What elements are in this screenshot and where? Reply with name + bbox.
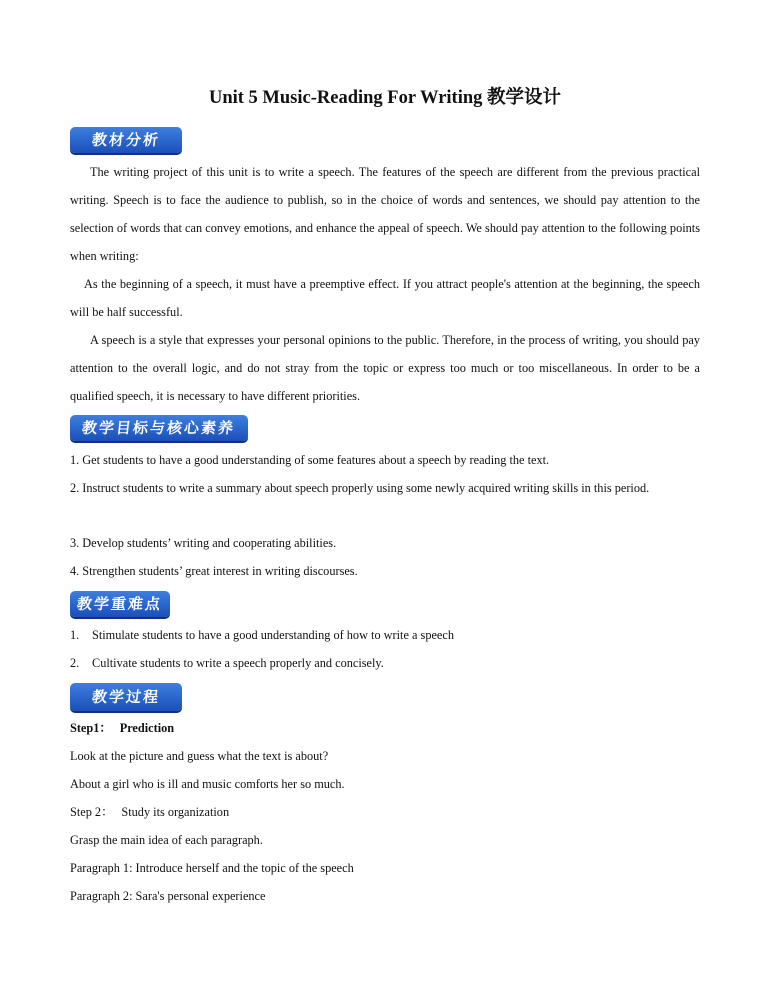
goal-item-4: 4. Strengthen students’ great interest in writing discourses.	[70, 564, 358, 578]
section-badge-key-points	[70, 591, 170, 617]
section-label-key-points: 教学重难点	[76, 595, 164, 613]
goal-item-1: 1. Get students to have a good understanding of some features about a speech by reading the text.	[70, 453, 550, 467]
step2-title: Study its organization	[121, 805, 230, 819]
section-badge-analysis	[70, 127, 182, 153]
step1-label: Step1：	[70, 721, 112, 735]
section-label-analysis: 教材分析	[91, 131, 161, 149]
step2-instruction: Grasp the main idea of each paragraph.	[70, 833, 263, 847]
process-paragraph-2: Paragraph 2: Sara's personal experience	[70, 889, 266, 903]
key-point-item-1	[70, 625, 700, 645]
analysis-paragraph-3: A speech is a style that expresses your personal opinions to the public. Therefore, in the process of writing, you should pay attention to the overall logic, and do not stray from the topic or express too much or too miscellaneous. In order to be a qualified speech, it is necessary to have different priorities.	[70, 333, 700, 403]
step1-heading	[70, 718, 700, 738]
section-badge-goals	[70, 415, 248, 441]
key-point-number-2: 2.	[70, 656, 80, 670]
analysis-paragraph-2: As the beginning of a speech, it must have a preemptive effect. If you attract people's attention at the beginning, the speech will be half successful.	[70, 277, 700, 319]
step1-answer: About a girl who is ill and music comforts her so much.	[70, 777, 345, 791]
document-title: Unit 5 Music-Reading For Writing 教学设计	[208, 88, 562, 108]
key-point-text-1: Stimulate students to have a good understanding of how to write a speech	[92, 628, 454, 642]
analysis-paragraph-1: The writing project of this unit is to write a speech. The features of the speech are different from the previous practical writing. Speech is to face the audience to publish, so in the choice of words and sentences, we should pay attention to the selection of words that can convey emotions, and enhance the appeal of speech. We should pay attention to the following points when writing:	[70, 165, 700, 263]
step2-label: Step 2：	[70, 805, 114, 819]
section-badge-process	[70, 683, 182, 711]
goal-item-3: 3. Develop students’ writing and cooperating abilities.	[70, 536, 337, 550]
key-point-number-1: 1.	[70, 628, 80, 642]
key-point-item-2	[70, 653, 700, 673]
step2-heading	[70, 802, 700, 822]
process-paragraph-1: Paragraph 1: Introduce herself and the topic of the speech	[70, 861, 354, 875]
step1-title: Prediction	[119, 721, 175, 735]
section-label-goals: 教学目标与核心素养	[81, 419, 237, 437]
section-label-process: 教学过程	[91, 688, 161, 706]
goal-item-2: 2. Instruct students to write a summary about speech properly using some newly acquired writing skills in this period.	[70, 481, 650, 495]
step1-question: Look at the picture and guess what the text is about?	[70, 749, 329, 763]
key-point-text-2: Cultivate students to write a speech properly and concisely.	[92, 656, 384, 670]
